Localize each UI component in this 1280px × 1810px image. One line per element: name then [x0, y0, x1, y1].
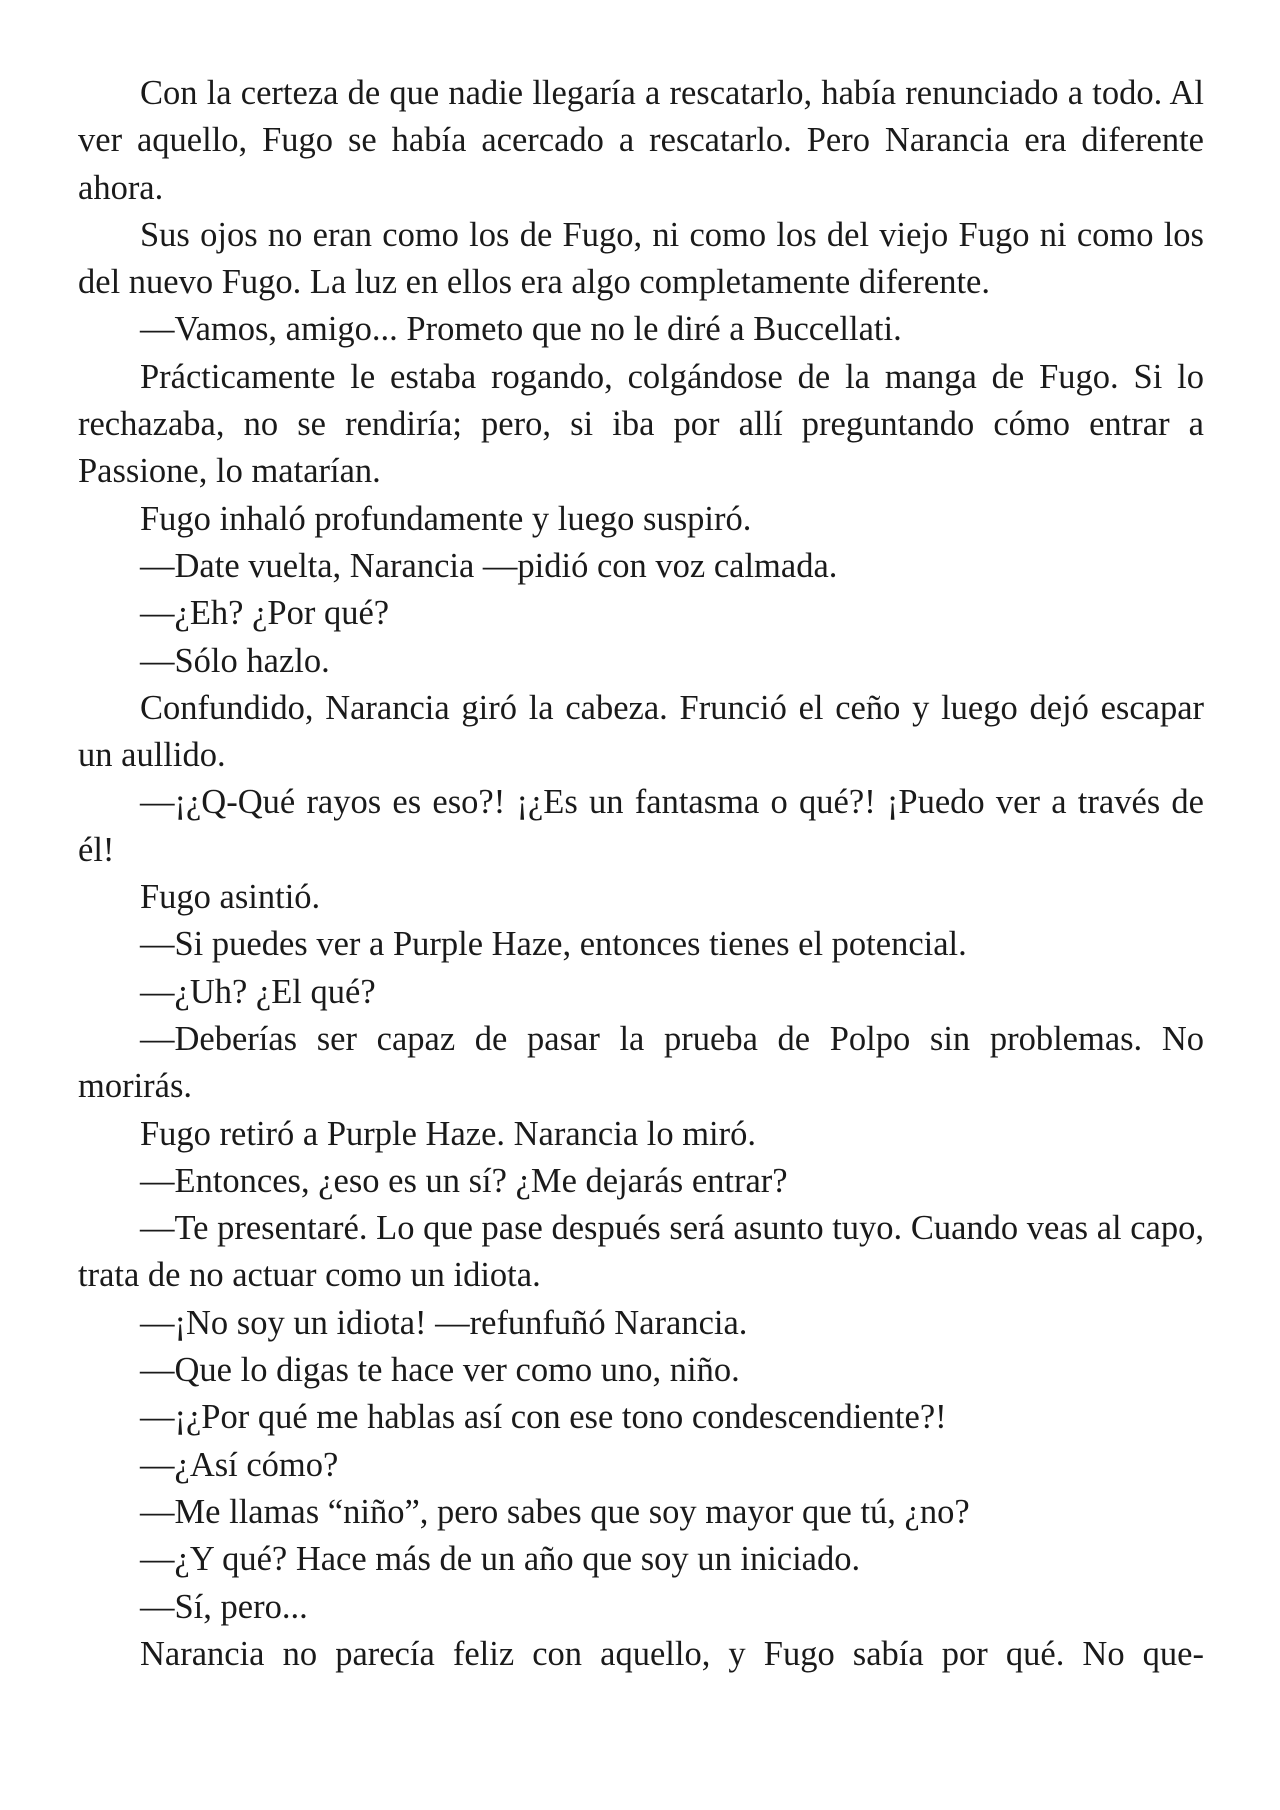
paragraph: Confundido, Narancia giró la cabeza. Frunció el ceño y luego dejó escapar un aullido.	[78, 688, 1204, 775]
book-page	[78, 70, 1204, 1678]
dialogue-line: —Sólo hazlo.	[140, 641, 330, 680]
paragraph: Fugo inhaló profundamente y luego suspiró.	[140, 499, 752, 538]
dialogue-line: —Date vuelta, Narancia —pidió con voz calmada.	[140, 546, 838, 585]
dialogue-line: —¿Eh? ¿Por qué?	[140, 594, 390, 633]
paragraph: Fugo retiró a Purple Haze. Narancia lo miró.	[140, 1114, 756, 1153]
dialogue-line: —¡¿Por qué me hablas así con ese tono condescendiente?!	[140, 1398, 947, 1437]
paragraph: Narancia no parecía feliz con aquello, y Fugo sabía por qué. No que-	[140, 1634, 1204, 1673]
dialogue-line: —Sí, pero...	[140, 1587, 308, 1626]
dialogue-line: —¡No soy un idiota! —refunfuñó Narancia.	[140, 1303, 748, 1342]
dialogue-line: —¿Así cómo?	[140, 1445, 339, 1484]
dialogue-line: —Vamos, amigo... Prometo que no le diré a Buccellati.	[140, 310, 902, 349]
paragraph: Con la certeza de que nadie llegaría a rescatarlo, había renunciado a todo. Al ver aquello, Fugo se había acercado a rescatarlo. Pero Narancia era diferente ahora.	[78, 74, 1204, 207]
dialogue-line: —¿Y qué? Hace más de un año que soy un iniciado.	[140, 1540, 861, 1579]
dialogue-line: —¿Uh? ¿El qué?	[140, 972, 376, 1011]
dialogue-line: —¡¿Q-Qué rayos es eso?! ¡¿Es un fantasma o qué?! ¡Puedo ver a través de él!	[78, 783, 1204, 869]
dialogue-line: —Si puedes ver a Purple Haze, entonces tienes el potencial.	[140, 925, 967, 964]
dialogue-line: —Deberías ser capaz de pasar la prueba de Polpo sin problemas. No morirás.	[78, 1019, 1204, 1106]
dialogue-line: —Que lo digas te hace ver como uno, niño.	[140, 1351, 740, 1390]
paragraph: Fugo asintió.	[140, 878, 321, 917]
paragraph: Sus ojos no eran como los de Fugo, ni como los del viejo Fugo ni como los del nuevo Fugo. La luz en ellos era algo completamente diferente.	[78, 215, 1204, 302]
paragraph: Prácticamente le estaba rogando, colgándose de la manga de Fugo. Si lo rechazaba, no se rendiría; pero, si iba por allí preguntando cómo entrar a Passione, lo matarían.	[78, 357, 1204, 491]
dialogue-line: —Entonces, ¿eso es un sí? ¿Me dejarás entrar?	[140, 1161, 788, 1200]
dialogue-line: —Te presentaré. Lo que pase después será asunto tuyo. Cuando veas al capo, trata de no actuar como un idiota.	[78, 1209, 1204, 1295]
dialogue-line: —Me llamas “niño”, pero sabes que soy mayor que tú, ¿no?	[140, 1492, 970, 1531]
